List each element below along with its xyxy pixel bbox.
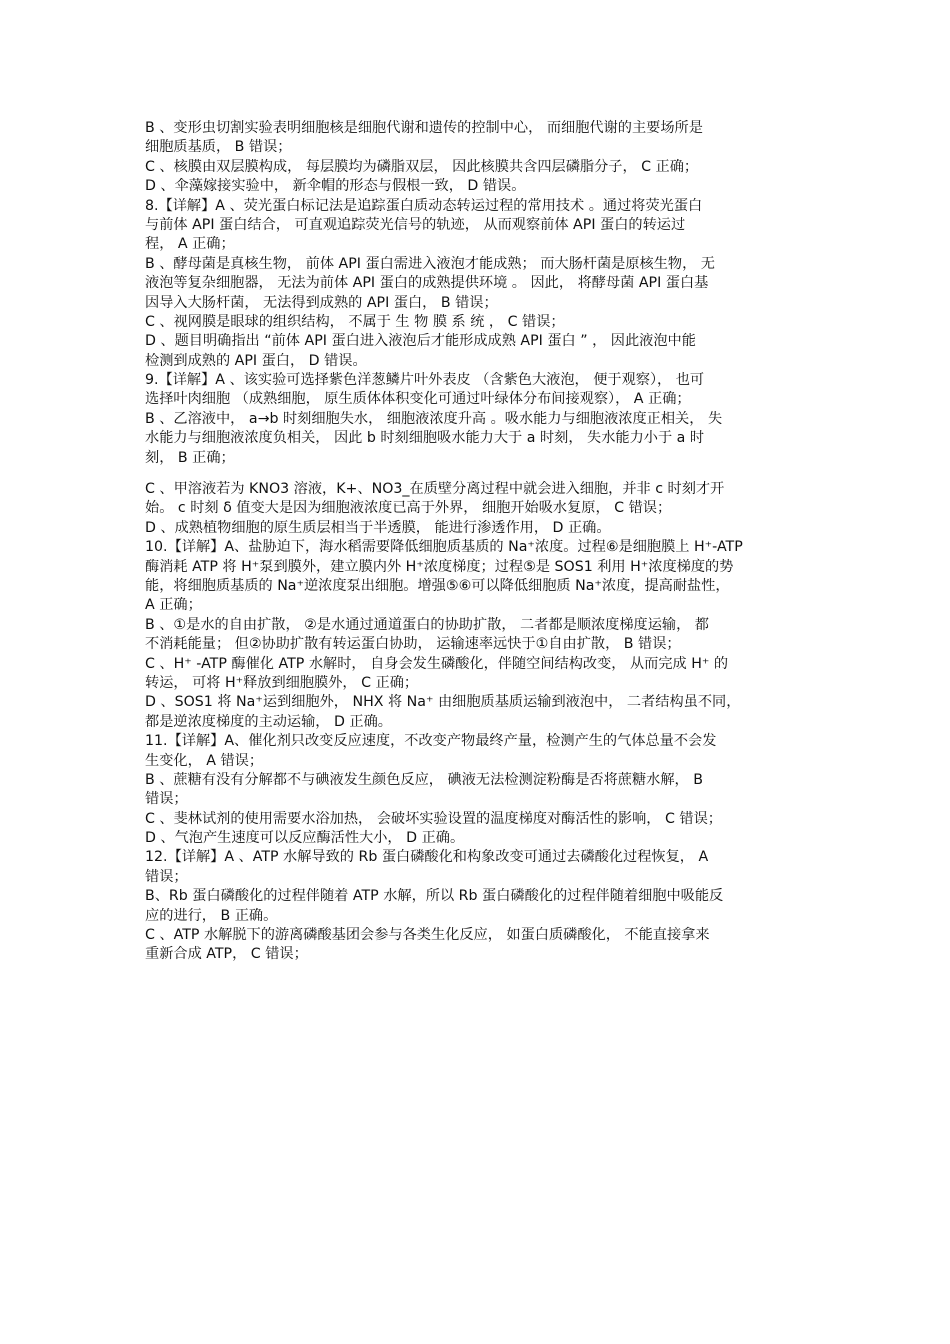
text-line: 不消耗能量； 但②协助扩散有转运蛋白协助， 运输速率远快于①自由扩散， B 错误； [145,636,681,653]
text-line: 水能力与细胞液浓度负相关， 因此 b 时刻细胞吸水能力大于 a 时刻， 失水能力小于 a 时 [145,430,705,447]
question-9-heading-line: 9.【详解】A 、该实验可选择紫色洋葱鳞片叶外表皮 （含紫色大液泡， 便于观察）， 也可 [145,372,705,389]
text-line: B、Rb 蛋白磷酸化的过程伴随着 ATP 水解，所以 Rb 蛋白磷酸化的过程伴随着细胞中吸能反 [145,888,724,905]
question-10-heading-line: 10.【详解】A、盐胁迫下，海水稻需要降低细胞质基质的 Na⁺浓度。过程⑥是细胞膜上 H⁺-ATP [145,539,743,556]
text-line: D 、SOS1 将 Na⁺运到细胞外， NHX 将 Na⁺ 由细胞质基质运输到液泡中， 二者结构虽不同， [145,694,741,711]
text-line: B 、①是水的自由扩散， ②是水通过通道蛋白的协助扩散， 二者都是顺浓度梯度运输， 都 [145,616,709,633]
text-line: C 、视网膜是眼球的组织结构， 不属于 生 物 膜 系 统 ， C 错误； [145,313,565,330]
text-line: 错误； [145,868,188,885]
text-line: 酶消耗 ATP 将 H⁺泵到膜外，建立膜内外 H⁺浓度梯度；过程⑤是 SOS1 利用 H⁺浓度梯度的势 [145,558,734,575]
text-line: 都是逆浓度梯度的主动运输， D 正确。 [145,713,392,730]
text-line: C 、斐林试剂的使用需要水浴加热， 会破坏实验设置的温度梯度对酶活性的影响， C 错误； [145,810,722,827]
text-line: 重新合成 ATP， C 错误； [145,946,308,963]
text-line: B 、酵母菌是真核生物， 前体 API 蛋白需进入液泡才能成熟； 而大肠杆菌是原核生物， 无 [145,255,715,272]
text-line: C 、H⁺ -ATP 酶催化 ATP 水解时， 自身会发生磷酸化，伴随空间结构改变， 从而完成 H⁺ 的 [145,655,729,672]
text-line: D 、题目明确指出 “前体 API 蛋白进入液泡后才能形成成熟 API 蛋白 ” ， 因此液泡中能 [145,333,696,350]
text-line: C 、核膜由双层膜构成， 每层膜均为磷脂双层， 因此核膜共含四层磷脂分子， C 正确； [145,158,699,175]
text-line: 刻， B 正确； [145,449,235,466]
question-12-heading-line: 12.【详解】A 、ATP 水解导致的 Rb 蛋白磷酸化和构象改变可通过去磷酸化过程恢复， A [145,849,709,866]
text-line: B 、乙溶液中， a→b 时刻细胞失水， 细胞液浓度升高 。吸水能力与细胞液浓度正相关， 失 [145,410,723,427]
text-line: C 、ATP 水解脱下的游离磷酸基团会参与各类生化反应， 如蛋白质磷酸化， 不能直接拿来 [145,927,710,944]
question-8-heading-line: 8.【详解】A 、荧光蛋白标记法是追踪蛋白质动态转运过程的常用技术 。通过将荧光蛋白 [145,197,703,214]
text-line: 错误； [145,791,188,808]
text-line: 液泡等复杂细胞器， 无法为前体 API 蛋白的成熟提供环境 。 因此， 将酵母菌 API 蛋白基 [145,275,709,292]
text-line: D 、伞藻嫁接实验中， 新伞帽的形态与假根一致， D 错误。 [145,178,526,195]
answer-explanation-text [145,119,805,965]
question-11-heading-line: 11.【详解】A、催化剂只改变反应速度，不改变产物最终产量，检测产生的气体总量不会发 [145,733,717,750]
text-line: 检测到成熟的 API 蛋白， D 错误。 [145,352,367,369]
text-line: 与前体 API 蛋白结合， 可直观追踪荧光信号的轨迹， 从而观察前体 API 蛋白的转运过 [145,216,686,233]
text-line: B 、蔗糖有没有分解都不与碘液发生颜色反应， 碘液无法检测淀粉酶是否将蔗糖水解， B [145,771,703,788]
text-line: 能，将细胞质基质的 Na⁺逆浓度泵出细胞。增强⑤⑥可以降低细胞质 Na⁺浓度，提高耐盐性， [145,577,730,594]
text-line: D 、成熟植物细胞的原生质层相当于半透膜， 能进行渗透作用， D 正确。 [145,519,611,536]
text-line: A 正确； [145,597,202,614]
text-line: 应的进行， B 正确。 [145,907,278,924]
text-line: 因导入大肠杆菌， 无法得到成熟的 API 蛋白， B 错误； [145,294,498,311]
blank-line [145,468,805,480]
text-line: C 、甲溶液若为 KNO3 溶液，K+、NO3_在质壁分离过程中就会进入细胞，并非 c 时刻才开 [145,481,725,498]
text-line: 细胞质基质， B 错误； [145,139,292,156]
text-line: 生变化， A 错误； [145,752,264,769]
text-line: B 、变形虫切割实验表明细胞核是细胞代谢和遗传的控制中心， 而细胞代谢的主要场所是 [145,120,703,136]
text-line: 选择叶肉细胞 （成熟细胞， 原生质体体积变化可通过叶绿体分布间接观察）， A 正确； [145,391,691,408]
text-line: 程， A 正确； [145,236,235,253]
text-line: 转运， 可将 H⁺释放到细胞膜外， C 正确； [145,674,419,691]
text-line: D 、气泡产生速度可以反应酶活性大小， D 正确。 [145,830,465,847]
text-line: 始。 c 时刻 δ 值变大是因为细胞液浓度已高于外界， 细胞开始吸水复原， C 错误； [145,500,672,517]
